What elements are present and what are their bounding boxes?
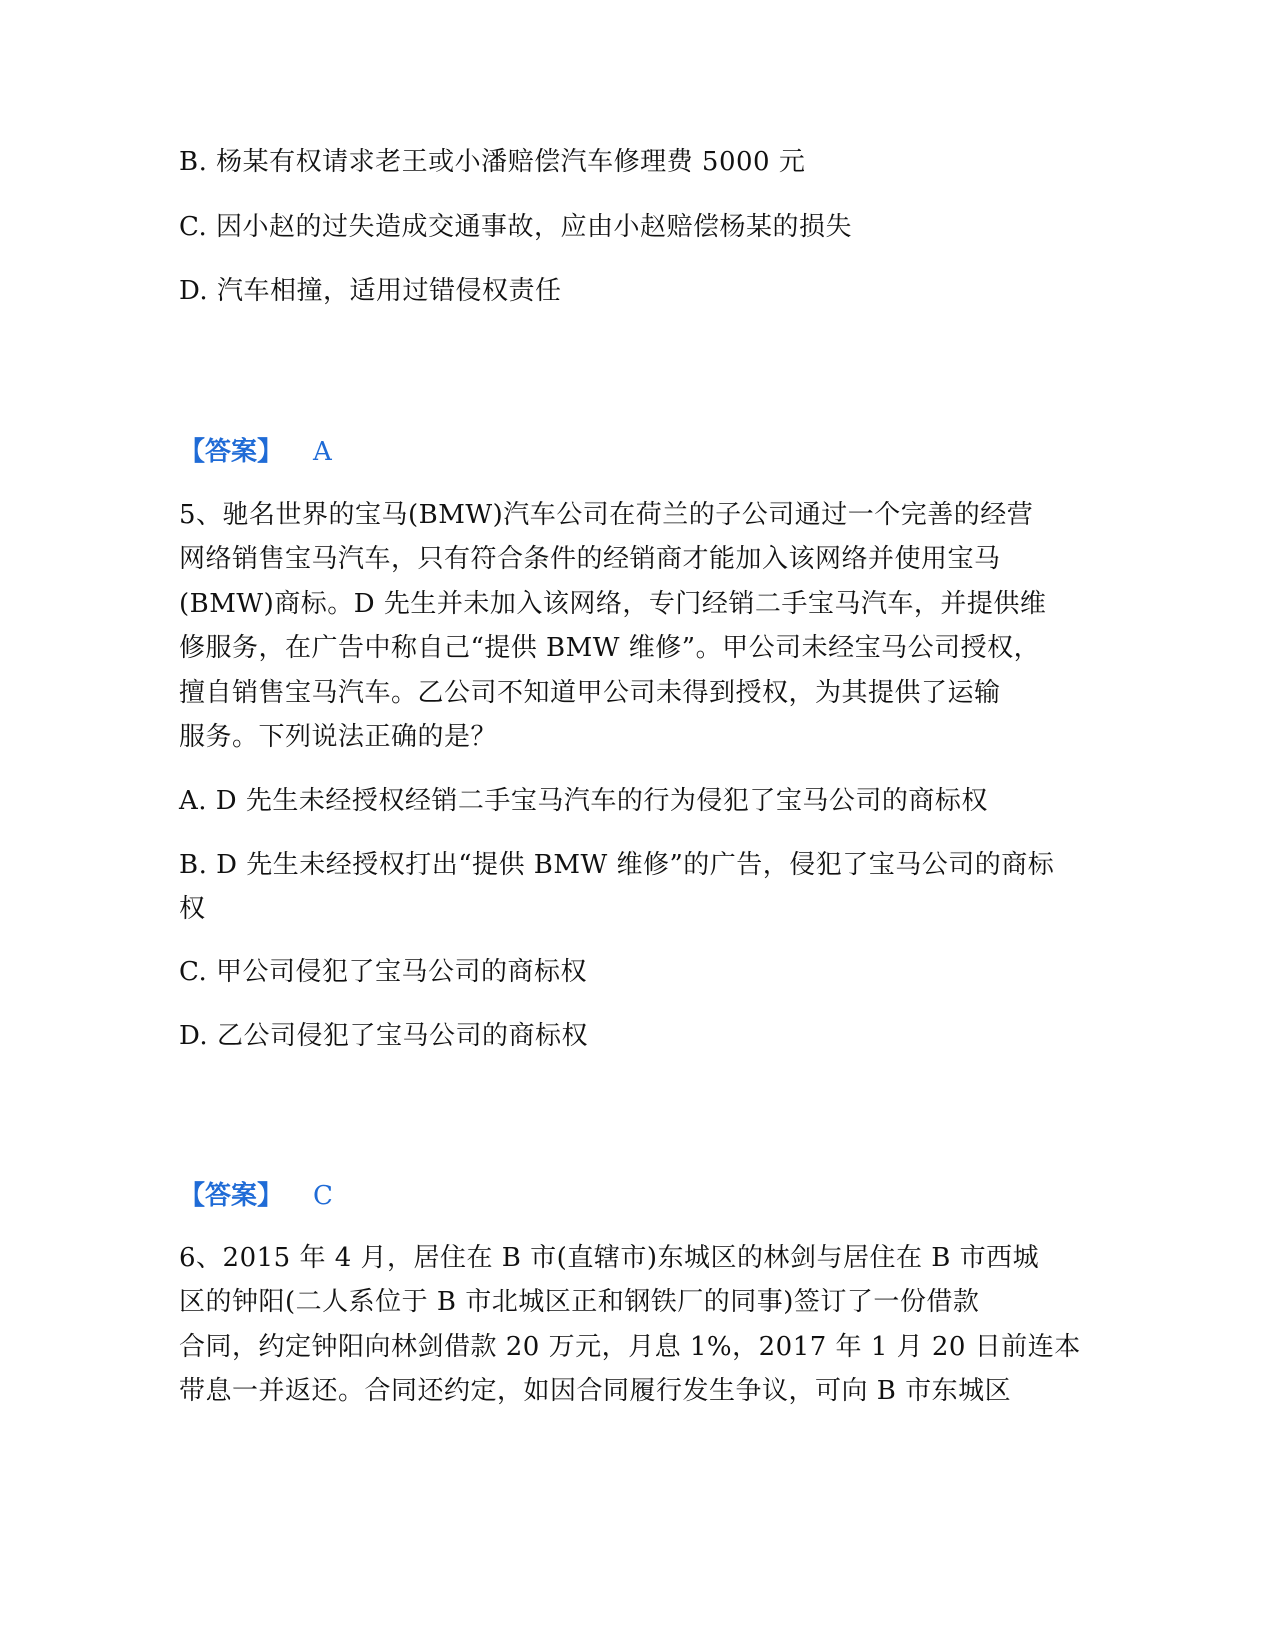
q5-stem-line: 擅自销售宝马汽车。乙公司不知道甲公司未得到授权，为其提供了运输 [179, 678, 1001, 708]
answer-label: 【答案】 [179, 1181, 284, 1211]
answer-label: 【答案】 [179, 437, 284, 467]
q5-stem-line: 5、驰名世界的宝马(BMW)汽车公司在荷兰的子公司通过一个完善的经营 [179, 500, 1034, 530]
q6-stem-line: 6、2015 年 4 月，居住在 B 市(直辖市)东城区的林剑与居住在 B 市西城 [179, 1243, 1040, 1273]
q6-stem-line: 带息一并返还。合同还约定，如因合同履行发生争议，可向 B 市东城区 [179, 1376, 1012, 1406]
answer-value: C [313, 1181, 333, 1211]
answer-5 [179, 1181, 333, 1211]
q5-option-c: C. 甲公司侵犯了宝马公司的商标权 [179, 957, 587, 987]
q5-option-b: B. D 先生未经授权打出“提供 BMW 维修”的广告，侵犯了宝马公司的商标 [179, 850, 1055, 880]
q5-option-b-continued: 权 [179, 894, 206, 924]
q5-stem-line: (BMW)商标。D 先生并未加入该网络，专门经销二手宝马汽车，并提供维 [179, 589, 1047, 619]
q5-option-d: D. 乙公司侵犯了宝马公司的商标权 [179, 1021, 588, 1051]
q5-stem-line: 网络销售宝马汽车，只有符合条件的经销商才能加入该网络并使用宝马 [179, 544, 1001, 574]
q5-stem-line: 服务。下列说法正确的是？ [179, 722, 498, 752]
answer-value: A [313, 437, 332, 467]
q5-stem-line: 修服务，在广告中称自己“提供 BMW 维修”。甲公司未经宝马公司授权， [179, 633, 1041, 663]
q4-option-d: D. 汽车相撞，适用过错侵权责任 [179, 276, 562, 306]
q5-option-a: A. D 先生未经授权经销二手宝马汽车的行为侵犯了宝马公司的商标权 [179, 786, 988, 816]
q4-option-b: B. 杨某有权请求老王或小潘赔偿汽车修理费 5000 元 [179, 147, 806, 177]
answer-4 [179, 437, 332, 467]
q4-option-c: C. 因小赵的过失造成交通事故，应由小赵赔偿杨某的损失 [179, 212, 852, 242]
q6-stem-line: 合同，约定钟阳向林剑借款 20 万元，月息 1%，2017 年 1 月 20 日前连本 [179, 1332, 1081, 1362]
q6-stem-line: 区的钟阳(二人系位于 B 市北城区正和钢铁厂的同事)签订了一份借款 [179, 1287, 980, 1317]
